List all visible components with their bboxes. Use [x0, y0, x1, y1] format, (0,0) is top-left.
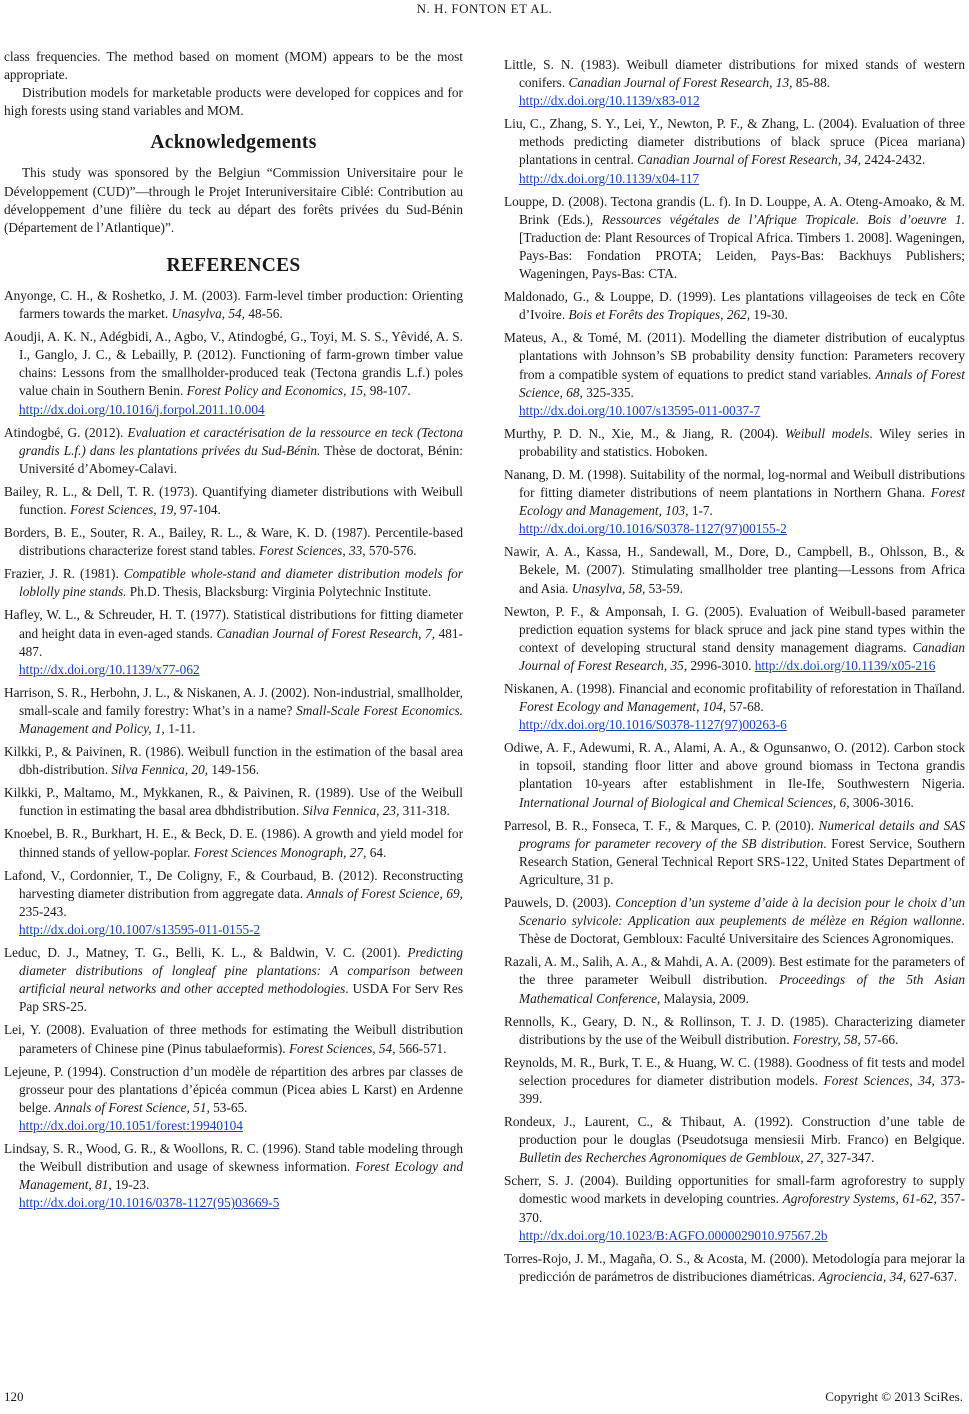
reference-pages: 53-59. — [645, 580, 683, 596]
reference-text: Atindogbé, G. (2012). — [4, 424, 128, 440]
reference-source: Forest Sciences, 54, — [288, 1040, 396, 1056]
reference-pages: 373-399. — [519, 1072, 965, 1106]
reference-text: Harrison, S. R., Herbohn, J. L., & Niskanen, A. J. (2002). Non-industrial, smallholder, small-scale and family forestry: What’s in a name? — [4, 684, 463, 718]
reference-source: Agroforestry Systems, 61-62, — [782, 1191, 937, 1207]
reference-pages: 57-68. — [726, 699, 764, 715]
reference-entry — [504, 425, 965, 461]
reference-pages: 3006-3016. — [849, 794, 914, 810]
reference-text: Aoudji, A. K. N., Adégbidi, A., Agbo, V., Atindogbé, G., Toyi, M. S. S., Yêvidé, A. S. I., Ganglo, J. C., & Lebailly, P. (2012). Functioning of farm-grown timber value chains: Lessons from the smallholder-produced teak (Tectona grandis L.f.) poles value chain in Southern Benin. — [4, 329, 463, 399]
left-column — [4, 48, 463, 1217]
reference-entry — [504, 115, 965, 187]
reference-doi-link[interactable]: http://dx.doi.org/10.1051/forest:19940104 — [19, 1117, 243, 1133]
reference-text: Kilkki, P., & Paivinen, R. (1986). Weibull function in the estimation of the basal area dbh-distribution. — [4, 744, 463, 778]
reference-pages: 2424-2432. — [861, 152, 926, 168]
reference-source: Ressources végétales de l’Afrique Tropicale. Bois d’oeuvre 1. — [601, 211, 965, 227]
reference-text: Lejeune, P. (1994). Construction d’un modèle de répartition des arbres par classes de grosseur pour des plantations d’épicéa commun (Picea abies L Karst) en Ardenne belge. — [4, 1063, 463, 1115]
reference-entry — [504, 288, 965, 324]
reference-text: Leduc, D. J., Matney, T. G., Belli, K. L., & Baldwin, V. C. (2001). — [4, 945, 408, 961]
reference-text: Lafond, V., Cordonnier, T., De Coligny, F., & Courbaud, B. (2012). Reconstructing harvesting diameter distribution from aggregate data. — [4, 867, 463, 901]
intro-paragraph-2: Distribution models for marketable products were developed for coppices and for high forests using stand variables and MOM. — [4, 85, 463, 119]
reference-doi-link[interactable]: http://dx.doi.org/10.1139/x05-216 — [754, 657, 936, 673]
reference-entry — [4, 328, 463, 418]
reference-pages: Malaysia, 2009. — [660, 990, 749, 1006]
reference-entry — [4, 1021, 463, 1057]
reference-text: Parresol, B. R., Fonseca, T. F., & Marques, C. P. (2010). — [504, 817, 819, 833]
reference-source: Forest Ecology and Management, 104, — [519, 699, 727, 715]
reference-source: Canadian Journal of Forest Research, 35, — [519, 639, 965, 673]
reference-text: Razali, A. M., Salih, A. A., & Mahdi, A. A. (2009). Best estimate for the parameters of the three parameter Weibull distribution. — [504, 954, 965, 988]
reference-pages: . Forest Service, Southern Research Station, General Technical Report SRS-122, United States Department of Agriculture, 31 p. — [519, 835, 966, 887]
reference-source: Canadian Journal of Forest Research, 13, — [568, 75, 793, 91]
reference-text: Niskanen, A. (1998). Financial and economic profitability of reforestation in Thaïland. — [504, 681, 965, 696]
reference-pages: Thèse de doctorat, Bénin: Université d’Abomey-Calavi. — [19, 442, 463, 476]
right-column — [504, 56, 965, 1291]
reference-source: International Journal of Biological and Chemical Sciences, 6, — [519, 794, 850, 810]
intro-paragraph-1: class frequencies. The method based on moment (MOM) appears to be the most appropriate. — [4, 49, 463, 83]
reference-source: Agrociencia, 34, — [818, 1268, 907, 1284]
reference-source: Unasylva, 54, — [171, 306, 245, 322]
reference-pages: 325-335. — [582, 384, 634, 400]
reference-source: Forest Sciences, 33, — [259, 543, 366, 559]
reference-pages: 98-107. — [366, 383, 411, 399]
reference-source: Forest Sciences Monograph, 27, — [193, 844, 367, 860]
reference-entry — [504, 193, 965, 283]
reference-text: Frazier, J. R. (1981). — [4, 566, 124, 582]
copyright-notice: Copyright © 2013 SciRes. — [825, 1389, 963, 1404]
acknowledgements-heading: Acknowledgements — [150, 132, 317, 154]
reference-source: Proceedings of the 5th Asian Mathematical Conference, — [519, 972, 965, 1006]
reference-entry — [4, 424, 463, 478]
reference-pages: Ph.D. Thesis, Blacksburg: Virginia Polytechnic Institute. — [126, 584, 432, 600]
reference-pages: 357-370. — [519, 1191, 965, 1225]
page-number: 120 — [4, 1389, 24, 1404]
reference-pages: 85-88. — [792, 75, 831, 91]
reference-text: Lindsay, S. R., Wood, G. R., & Woollons, R. C. (1996). Stand table modeling through the Weibull distribution and usage of skewness information. — [4, 1140, 463, 1175]
reference-source: Numerical details and SAS programs for parameter recovery of the SB distribution — [519, 817, 965, 851]
reference-pages: 19-30. — [750, 307, 788, 323]
reference-entry — [504, 1172, 965, 1244]
reference-pages: . Wiley series in probability and statistics. Hoboken. — [519, 425, 965, 459]
reference-entry — [504, 739, 965, 811]
reference-text: Anyonge, C. H., & Roshetko, J. M. (2003). Farm-level timber production: Orienting farmers towards the market. — [4, 287, 463, 322]
reference-text: Reynolds, M. R., Burk, T. E., & Huang, W. C. (1988). Goodness of fit tests and model selection procedures for diameter distribution models. — [504, 1054, 965, 1088]
reference-pages: 235-243. — [19, 903, 67, 919]
reference-source: Conception d’un systeme d’aide à la decision pour le choix d’un Scenario sylvicole: Application aux peuplements de mélèze en Région wallonne — [519, 895, 965, 929]
reference-source: Forestry, 58, — [792, 1031, 861, 1047]
reference-entry — [504, 953, 965, 1007]
reference-entry — [504, 56, 965, 110]
reference-text: Mateus, A., & Tomé, M. (2011). Modelling the diameter distribution of eucalyptus plantations with Johnson’s SB probability density function: Parameters recovery from a compatible system of equations to predict stand variables. — [504, 330, 965, 382]
references-list-right — [504, 56, 965, 1286]
reference-entry — [504, 817, 965, 889]
reference-source: Annals of Forest Science, 51, — [54, 1099, 210, 1115]
reference-source: Unasylva, 58, — [571, 580, 646, 596]
reference-source: Weibull models — [784, 425, 870, 441]
reference-source: Bois et Forêts des Tropiques, 262, — [568, 307, 751, 323]
reference-entry — [504, 603, 965, 675]
reference-text: Pauwels, D. (2003). — [504, 895, 616, 911]
reference-text: Scherr, S. J. (2004). Building opportunities for small-farm agroforestry to supply domestic wood markets in developing countries. — [504, 1173, 965, 1207]
reference-text: Maldonado, G., & Louppe, D. (1999). Les plantations villageoises de teck en Côte d’Ivoire. — [504, 289, 965, 323]
reference-entry — [504, 1113, 965, 1167]
reference-text: Borders, B. E., Souter, R. A., Bailey, R. L., & Ware, K. D. (1987). Percentile-based distributions characterize forest stand tables. — [4, 525, 463, 559]
reference-pages: 627-637. — [906, 1268, 958, 1284]
reference-entry — [4, 867, 463, 939]
reference-pages: [Traduction de: Plant Resources of Tropical Africa. Timbers 1. 2008]. Wageningen, Pays-Bas: Fondation PROTA; Leiden, Pays-Bas: Backhuys Publishers; Wageningen, Pays-Bas: CTA. — [519, 229, 965, 282]
reference-doi-link[interactable]: http://dx.doi.org/10.1139/x83-012 — [519, 93, 700, 109]
reference-pages: 149-156. — [208, 762, 260, 778]
reference-doi-link[interactable]: http://dx.doi.org/10.1016/S0378-1127(97)00263-6 — [519, 717, 787, 733]
reference-source: Silva Fennica, 23, — [302, 803, 400, 819]
acknowledgements-text: This study was sponsored by the Belgiun “Commission Universitaire pour le Développement (CUD)”—through le Projet Interuniversitaire Ciblé: Contribution au développement d’une filière du teck au départ des forêts privées du Sud-Bénin (Département de l’Atlantique)”. — [4, 165, 463, 235]
references-heading: REFERENCES — [166, 254, 301, 276]
reference-source: Evaluation et caractérisation de la ressource en teck (Tectona grandis L.f.) dans les plantations privées du Sud-Bénin. — [19, 424, 464, 458]
reference-source: Canadian Journal of Forest Research, 7, — [216, 625, 436, 641]
reference-entry — [504, 894, 965, 948]
reference-doi-link[interactable]: http://dx.doi.org/10.1007/s13595-011-0037-7 — [519, 402, 761, 418]
reference-text: Louppe, D. (2008). Tectona grandis (L. f). In D. Louppe, A. A. Oteng-Amoako, & M. Brink (Eds.), — [504, 193, 965, 227]
reference-doi-link[interactable]: http://dx.doi.org/10.1139/x04-117 — [519, 170, 700, 186]
reference-entry — [4, 825, 463, 861]
reference-entry — [4, 784, 463, 820]
reference-entry — [4, 483, 463, 519]
reference-text: Rondeux, J., Laurent, C., & Thibaut, A. (1992). Construction d’une table de production pour le douglas (Pseudotsuga mensiesii Mirb. Franco) en Belgique. — [504, 1114, 965, 1148]
reference-entry — [4, 944, 463, 1016]
reference-entry — [504, 1250, 965, 1286]
reference-pages: 570-576. — [365, 543, 417, 559]
reference-text: Kilkki, P., Maltamo, M., Mykkanen, R., & Paivinen, R. (1989). Use of the Weibull function in estimating the basal area dbhdistribution. — [4, 785, 463, 819]
reference-entry — [4, 743, 463, 779]
reference-entry — [4, 1063, 463, 1135]
reference-doi-link[interactable]: http://dx.doi.org/10.1016/S0378-1127(97)00155-2 — [519, 521, 787, 537]
reference-source: Annals of Forest Science, 68, — [519, 366, 965, 400]
reference-source: Canadian Journal of Forest Research, 34, — [637, 152, 862, 168]
reference-doi-link[interactable]: http://dx.doi.org/10.1016/j.forpol.2011.10.004 — [19, 401, 265, 417]
reference-entry — [504, 329, 965, 419]
reference-pages: 311-318. — [399, 803, 450, 819]
reference-source: Forest Ecology and Management, 103, — [519, 485, 965, 519]
reference-text: Newton, P. F., & Amponsah, I. G. (2005). Evaluation of Weibull-based parameter prediction equation systems for black spruce and jack pine stand types within the context of developing structural stand density management diagrams. — [504, 603, 965, 655]
reference-entry — [4, 606, 463, 678]
reference-text: Torres-Rojo, J. M., Magaña, O. S., & Acosta, M. (2000). Metodología para mejorar la predicción de parámetros de distribuciones diamétricas. — [504, 1250, 965, 1284]
reference-source: Silva Fennica, 20, — [111, 762, 209, 778]
reference-pages: 327-347. — [823, 1150, 875, 1166]
reference-text: Nawir, A. A., Kassa, H., Sandewall, M., Dore, D., Campbell, B., Ohlsson, B., & Bekele, M. (2007). Stimulating smallholder tree planting—Lessons from Africa and Asia. — [504, 544, 965, 596]
reference-source: Forest Policy and Economics, 15, — [186, 383, 367, 399]
reference-pages: 57-66. — [860, 1031, 899, 1047]
reference-source: Predicting diameter distributions of longleaf pine plantations: A comparison between artificial neural networks and other accepted methodologies — [19, 945, 463, 997]
reference-text: Liu, C., Zhang, S. Y., Lei, Y., Newton, P. F., & Zhang, L. (2004). Evaluation of three methods predicting diameter distributions of black spruce (Picea mariana) plantations in central. — [504, 116, 965, 168]
reference-doi-link[interactable]: http://dx.doi.org/10.1016/0378-1127(95)03669-5 — [19, 1195, 280, 1211]
reference-text: Nanang, D. M. (1998). Suitability of the normal, log-normal and Weibull distributions for fitting diameter distributions of neem plantations in Northern Ghana. — [504, 466, 965, 501]
references-list-left — [4, 287, 463, 1212]
reference-entry — [504, 466, 965, 538]
reference-text: Rennolls, K., Geary, D. N., & Rollinson, T. J. D. (1985). Characterizing diameter distributions by the use of the Weibull distribution. — [504, 1013, 965, 1047]
reference-source: Bulletin des Recherches Agronomiques de Gembloux, 27, — [519, 1150, 824, 1166]
reference-source: Annals of Forest Science, 69, — [306, 885, 463, 901]
reference-text: Knoebel, B. R., Burkhart, H. E., & Beck, D. E. (1986). A growth and yield model for thinned stands of yellow-poplar. — [4, 826, 463, 860]
reference-text: Murthy, P. D. N., Xie, M., & Jiang, R. (2004). — [504, 425, 785, 441]
reference-pages: 2996-3010. — [687, 657, 755, 673]
reference-entry — [504, 1013, 965, 1049]
reference-doi-link[interactable]: http://dx.doi.org/10.1023/B:AGFO.0000029010.97567.2b — [519, 1227, 828, 1243]
running-head: N. H. FONTON ET AL. — [416, 1, 553, 16]
reference-pages: 481-487. — [19, 625, 463, 659]
reference-entry — [504, 1054, 965, 1108]
reference-source: Forest Sciences, 34, — [823, 1072, 935, 1088]
reference-pages: . Thèse de Doctorat, Gembloux: Faculté Universitaire des Sciences Agronomiques. — [519, 913, 965, 947]
reference-entry — [504, 543, 965, 597]
reference-doi-link[interactable]: http://dx.doi.org/10.1139/x77-062 — [19, 661, 200, 677]
reference-source: Small-Scale Forest Economics. Management and Policy, 1, — [19, 702, 463, 736]
reference-text: Bailey, R. L., & Dell, T. R. (1973). Quantifying diameter distributions with Weibull function. — [4, 483, 463, 517]
reference-source: Forest Ecology and Management, 81, — [19, 1159, 463, 1193]
reference-entry — [4, 287, 463, 323]
reference-pages: 1-7. — [688, 503, 713, 519]
reference-text: Little, S. N. (1983). Weibull diameter distributions for mixed stands of western conifers. — [504, 57, 965, 91]
reference-pages: 64. — [366, 844, 387, 860]
reference-pages: 1-11. — [164, 721, 196, 736]
reference-entry — [4, 684, 463, 738]
reference-text: Hafley, W. L., & Schreuder, H. T. (1977). Statistical distributions for fitting diameter and height data in even-aged stands. — [4, 607, 463, 641]
reference-text: Odiwe, A. F., Adewumi, R. A., Alami, A. A., & Ogunsanwo, O. (2012). Carbon stock in topsoil, standing floor litter and above ground biomass in Tectona grandis plantation 10-years after establishment in Ile-Ife, Southwestern Nigeria. — [504, 740, 965, 792]
reference-source: Forest Sciences, 19, — [69, 501, 177, 517]
reference-doi-link[interactable]: http://dx.doi.org/10.1007/s13595-011-0155-2 — [19, 921, 261, 937]
reference-pages: 566-571. — [395, 1040, 447, 1056]
reference-entry — [4, 1140, 463, 1212]
reference-text: Lei, Y. (2008). Evaluation of three methods for estimating the Weibull distribution parameters of Chinese pine (Pinus tabulaeformis). — [4, 1022, 463, 1056]
reference-entry — [504, 680, 965, 734]
reference-source: Compatible whole-stand and diameter distribution models for loblolly pine stands. — [19, 566, 463, 600]
reference-pages: . USDA For Serv Res Pap SRS-25. — [19, 981, 463, 1015]
reference-pages: 53-65. — [209, 1099, 248, 1115]
reference-entry — [4, 565, 463, 601]
reference-entry — [4, 524, 463, 560]
reference-pages: 19-23. — [111, 1177, 150, 1193]
reference-pages: 97-104. — [176, 501, 221, 517]
reference-pages: 48-56. — [245, 306, 283, 322]
